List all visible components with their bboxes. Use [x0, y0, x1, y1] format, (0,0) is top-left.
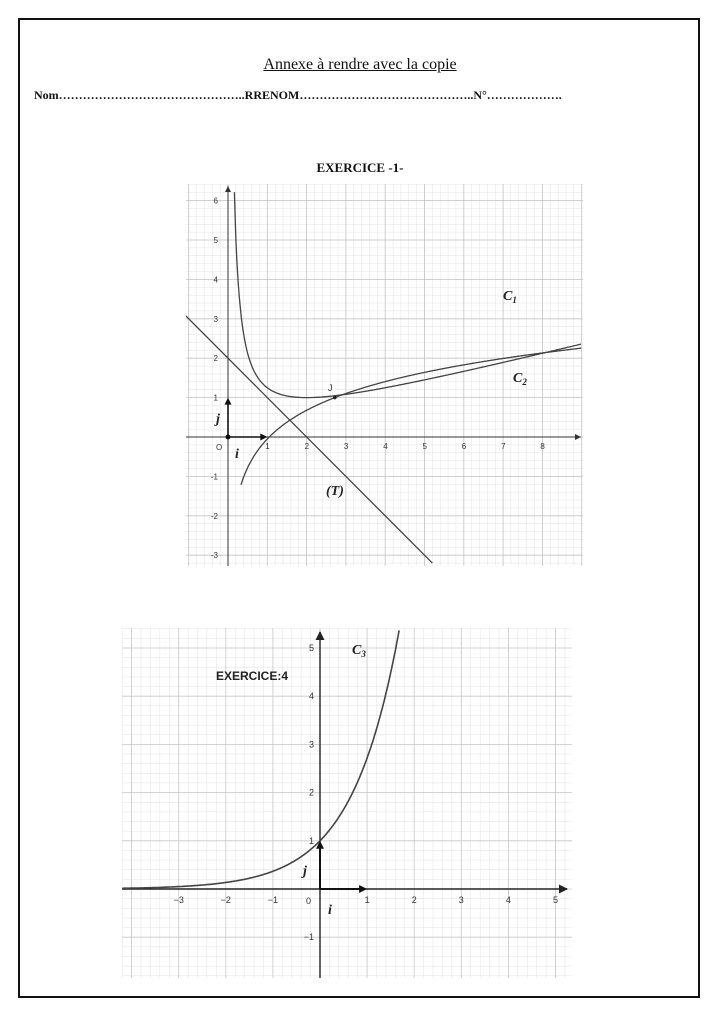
y-tick-label: 3: [213, 314, 218, 324]
x-tick-label: 3: [343, 442, 349, 451]
y-tick-label: 2: [213, 354, 218, 364]
y-tick-label: 6: [213, 196, 218, 206]
exercise1-heading: EXERCICE -1-: [316, 160, 404, 175]
x-tick-label: 8: [540, 442, 545, 451]
y-tick-label: 2: [308, 787, 314, 798]
label-tangent: (T): [326, 484, 344, 499]
label-c3: $C_3$: [352, 643, 366, 659]
vector-j-arrow: [316, 841, 324, 849]
x-tick-label: 7: [501, 442, 506, 451]
vector-j-label: j: [216, 412, 220, 427]
x-tick-label: 3: [458, 895, 464, 905]
page-title: Annexe à rendre avec la copie: [263, 56, 457, 73]
vector-j-arrow: [225, 398, 232, 405]
vector-i-label: i: [235, 447, 239, 462]
y-tick-label: 1: [308, 835, 314, 846]
exercise4-heading: EXERCICE:4: [216, 669, 289, 683]
unit-vectors: [316, 841, 367, 893]
x-tick-label: 5: [552, 895, 559, 905]
tangent-line-t: [186, 315, 432, 563]
y-tick-label: -3: [210, 551, 218, 561]
y-tick-label: 5: [308, 643, 314, 653]
unit-vectors: [225, 398, 268, 441]
x-tick-label: 5: [422, 442, 427, 451]
label-c2: $C_2$: [513, 371, 527, 387]
origin-dot: [226, 435, 231, 440]
label-origin-2: 0: [306, 896, 312, 906]
exercise4-graph: [122, 628, 572, 978]
y-tick-label: 5: [213, 236, 218, 245]
x-tick-label: −1: [267, 895, 279, 905]
x-tick-label: 2: [411, 895, 417, 905]
y-axis-arrow: [225, 186, 231, 192]
x-tick-label: −2: [220, 895, 231, 905]
y-tick-label: -1: [210, 472, 218, 482]
y-tick-label: 4: [213, 275, 218, 285]
curve-c2: [241, 348, 581, 485]
axes: [122, 631, 568, 978]
y-tick-label: 4: [308, 691, 314, 702]
x-tick-label: 1: [364, 895, 370, 905]
label-c1: $C_1$: [503, 289, 517, 305]
x-axis-arrow: [559, 885, 568, 894]
x-tick-label: 2: [304, 442, 310, 451]
y-axis-arrow: [316, 631, 325, 640]
student-name-line: Nom………………………………………..RRENOM……………………………………..N°……………….: [34, 88, 562, 102]
x-tick-label: 1: [265, 442, 270, 451]
label-point-j: J: [328, 383, 333, 393]
y-tick-label: 1: [213, 393, 218, 403]
point-j: [333, 396, 337, 400]
vector-i-label-2: i: [328, 903, 332, 918]
y-tick-label: −1: [303, 932, 314, 943]
x-tick-label: 6: [461, 442, 467, 451]
y-tick-label: 3: [308, 739, 314, 750]
x-tick-label: 4: [383, 442, 388, 451]
x-tick-label: −3: [173, 895, 184, 905]
vector-i-arrow: [359, 885, 367, 893]
x-tick-label: 4: [505, 895, 511, 905]
x-axis-arrow: [575, 434, 581, 440]
label-origin: O: [216, 443, 223, 452]
curve-c1: [234, 192, 581, 397]
vector-j-label-2: j: [303, 864, 307, 879]
y-tick-label: -2: [210, 511, 218, 521]
exercise1-graph: [186, 184, 583, 566]
